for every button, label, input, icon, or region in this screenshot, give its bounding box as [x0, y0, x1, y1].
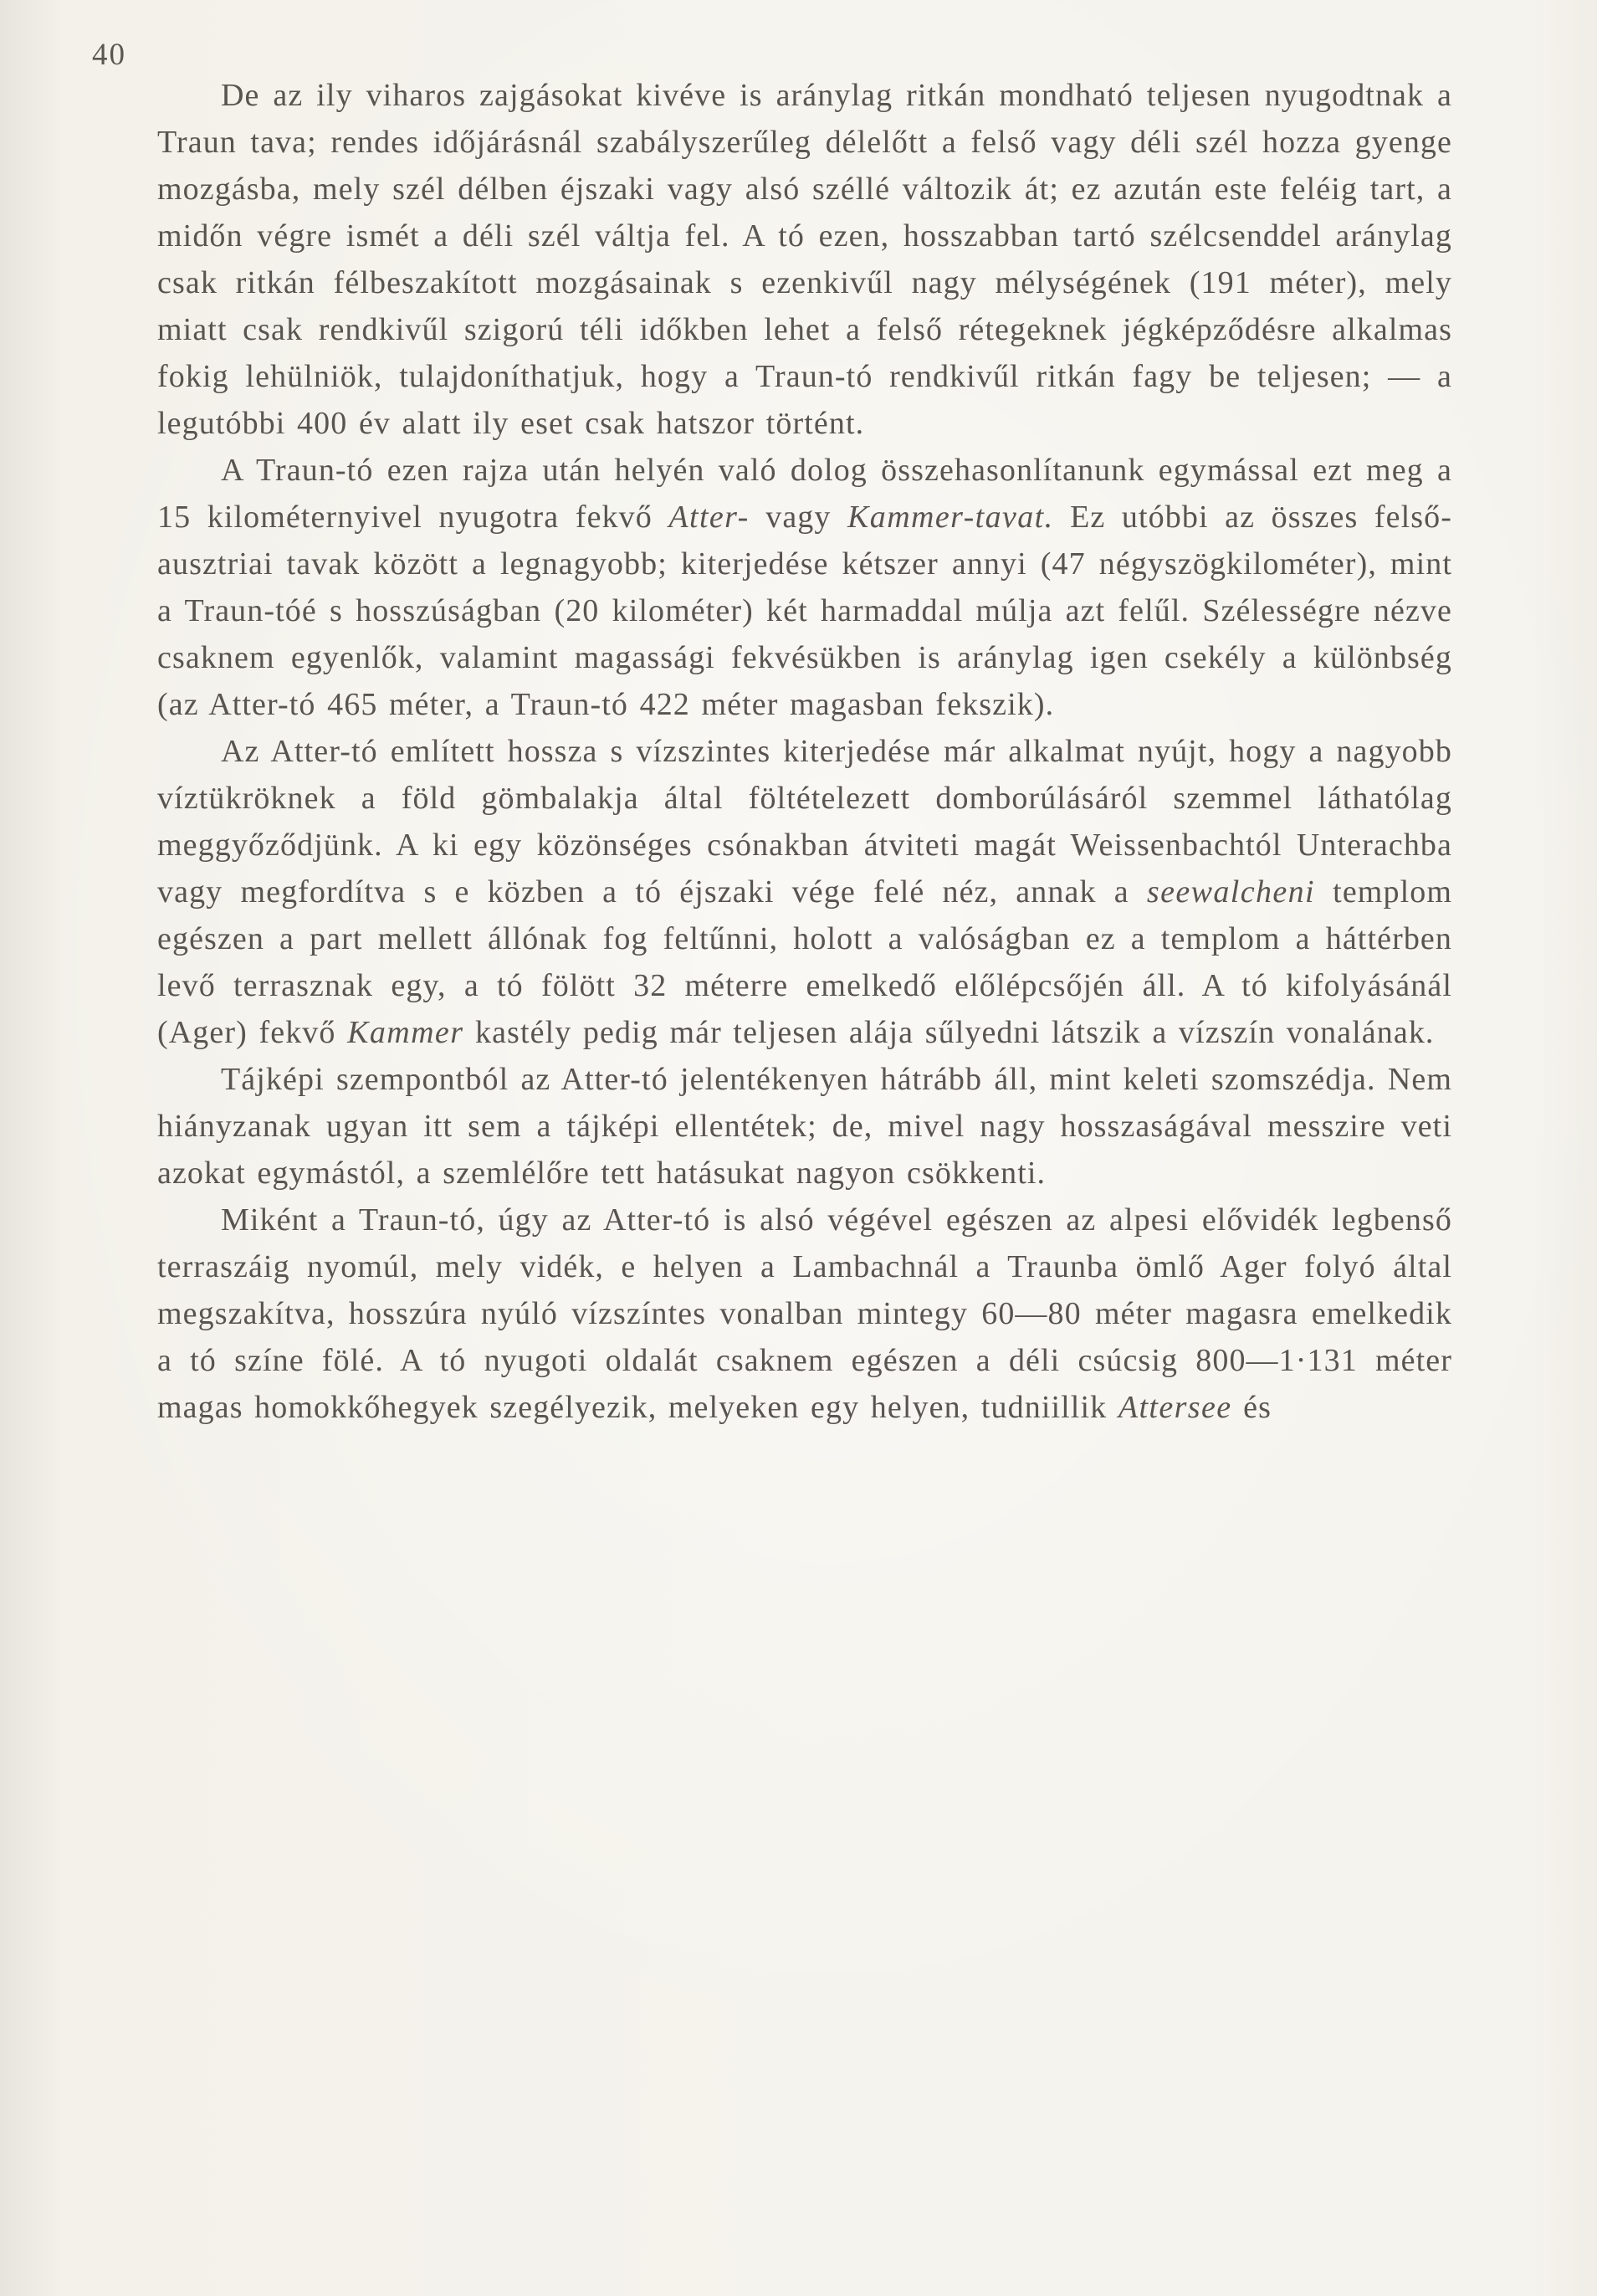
paragraph — [157, 447, 1452, 728]
italic-text-segment: seewalcheni — [1146, 874, 1315, 910]
text-segment: és — [1231, 1390, 1272, 1425]
page-number: 40 — [92, 38, 126, 72]
text-segment: Tájképi szempontból az Atter-tó jelentékenyen hátrább áll, mint keleti szomszédja. Nem hiányzanak ugyan itt sem a tájképi ellentétek; de, mivel nagy hosszaságával messzire veti azokat egymástól, a szemlélőre tett hatásukat nagyon csökkenti. — [157, 1062, 1452, 1191]
text-segment: A Traun-tó ezen rajza után helyén való dolog összehasonlítanunk egymással ezt meg a 15 kilométernyivel nyugotra fekvő — [157, 453, 1452, 535]
paragraph — [157, 1056, 1452, 1197]
paragraph — [157, 72, 1452, 447]
italic-text-segment: Kammer — [347, 1015, 464, 1050]
text-segment: Az Atter-tó említett hossza s vízszintes kiterjedése már alkalmat nyújt, hogy a nagyobb víztükröknek a föld gömbalakja által föltételezett domborúlásáról szemmel láthatólag meggyőződjünk. A ki egy közönséges csónakban átviteti magát Weissenbachtól Unterachba vagy megfordítva s e közben a tó éjszaki vége felé néz, annak a — [157, 734, 1452, 910]
text-segment: templom egészen a part mellett állónak fog feltűnni, holott a valóságban ez a templom a háttérben levő terrasznak egy, a tó fölött 32 méterre emelkedő előlépcsőjén áll. A tó kifolyásánál (Ager) fekvő — [157, 874, 1452, 1050]
text-segment: Miként a Traun-tó, úgy az Atter-tó is alsó végével egészen az alpesi elővidék legbenső terraszáig nyomúl, mely vidék, e helyen a Lambachnál a Traunba ömlő Ager folyó által megszakítva, hosszúra nyúló vízszíntes vonalban mintegy 60—80 méter magasra emelkedik a tó színe fölé. A tó nyugoti oldalát csaknem egészen a déli csúcsig 800—1·131 méter magas homokkőhegyek szegélyezik, melyeken egy helyen, tudniillik — [157, 1202, 1452, 1425]
text-segment: kastély pedig már teljesen alája sűlyedni látszik a vízszín vonalának. — [463, 1015, 1435, 1050]
text-segment: Ez utóbbi az összes felső-ausztriai tavak között a legnagyobb; kiterjedése kétszer annyi (47 négyszögkilométer), mint a Traun-tóé s hosszúságban (20 kilométer) két harmaddal múlja azt felűl. Szélességre nézve csaknem egyenlők, valamint magassági fekvésükben is aránylag igen csekély a különbség (az Atter-tó 465 méter, a Traun-tó 422 méter magasban fekszik). — [157, 500, 1452, 722]
text-segment: De az ily viharos zajgásokat kivéve is aránylag ritkán mondható teljesen nyugodtnak a Traun tava; rendes időjárásnál szabályszerűleg délelőtt a felső vagy déli szél hozza gyenge mozgásba, mely szél délben éjszaki vagy alsó széllé változik át; ez azután este feléig tart, a midőn végre ismét a déli szél váltja fel. A tó ezen, hosszabban tartó szélcsenddel aránylag csak ritkán félbeszakított mozgásainak s ezenkivűl nagy mélységének (191 méter), mely miatt csak rendkivűl szigorú téli időkben lehet a felső rétegeknek jégképződésre alkalmas fokig lehülniök, tulajdoníthatjuk, hogy a Traun-tó rendkivűl ritkán fagy be teljesen; — a legutóbbi 400 év alatt ily eset csak hatszor történt. — [157, 78, 1452, 441]
italic-text-segment: Kammer-tavat. — [847, 500, 1054, 535]
italic-text-segment: Attersee — [1118, 1390, 1232, 1425]
paragraph — [157, 728, 1452, 1056]
text-block — [157, 72, 1452, 1431]
text-segment: vagy — [749, 500, 848, 535]
italic-text-segment: Atter- — [668, 500, 750, 535]
paragraph — [157, 1197, 1452, 1431]
